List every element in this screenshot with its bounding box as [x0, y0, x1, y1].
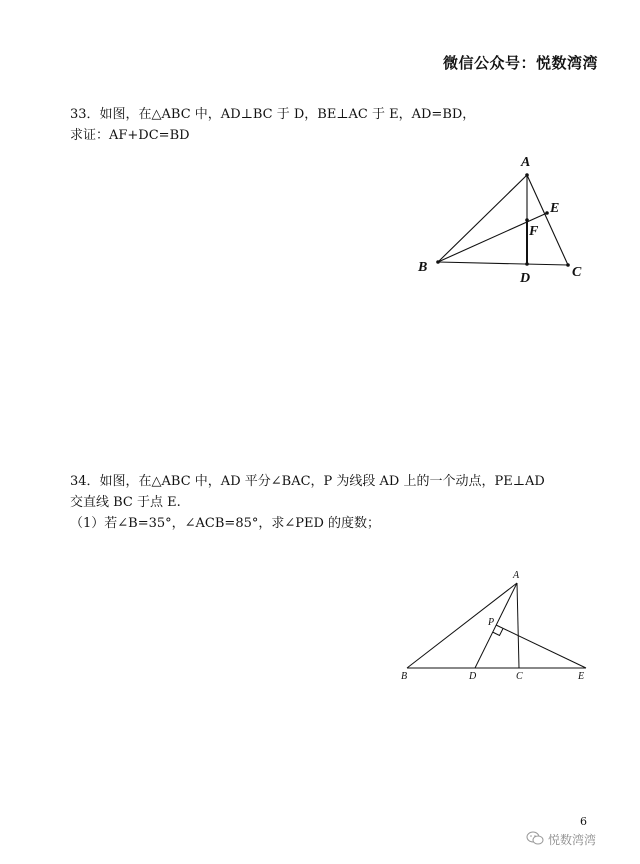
point-e: [545, 211, 549, 215]
figure-34: [395, 565, 600, 690]
point-d: [525, 262, 529, 266]
point-f: [525, 218, 529, 222]
segment-ab: [407, 583, 517, 668]
segment-ac: [517, 583, 519, 668]
watermark-text: 悦数湾湾: [548, 833, 597, 847]
label-b: B: [401, 671, 408, 682]
label-d: D: [469, 671, 477, 682]
segment-pe: [496, 625, 586, 668]
label-c: C: [516, 671, 523, 682]
point-b: [436, 260, 440, 264]
problem-34-line-3: （1）若∠B=35°，∠ACB=85°，求∠PED 的度数；: [70, 516, 381, 531]
problem-34-line-1: 34．如图，在△ABC 中，AD 平分∠BAC，P 为线段 AD 上的一个动点，PE⊥AD: [70, 474, 545, 489]
figure-33: [410, 150, 600, 290]
point-c: [566, 263, 570, 267]
label-e: E: [578, 671, 585, 682]
label-c: C: [572, 265, 582, 280]
segment-bc: [438, 262, 568, 265]
problem-33-line-2: 求证：AF+DC=BD: [70, 128, 190, 143]
label-a: A: [513, 570, 520, 581]
label-d: D: [520, 271, 531, 286]
label-f: F: [529, 224, 539, 239]
problem-34-line-2: 交直线 BC 于点 E.: [70, 495, 181, 510]
label-e: E: [550, 201, 560, 216]
problem-33: [70, 104, 610, 146]
header-title: 微信公众号：悦数湾湾: [442, 54, 598, 72]
segment-ba: [438, 175, 527, 262]
problem-34: [70, 471, 610, 534]
segment-ac: [527, 175, 568, 265]
page-number: 6: [580, 815, 587, 828]
problem-33-line-1: 33．如图，在△ABC 中，AD⊥BC 于 D，BE⊥AC 于 E，AD=BD，: [70, 107, 476, 122]
label-b: B: [418, 260, 428, 275]
label-p: P: [488, 617, 495, 628]
wechat-icon: [526, 830, 544, 846]
point-a: [525, 173, 529, 177]
label-a: A: [521, 155, 531, 170]
